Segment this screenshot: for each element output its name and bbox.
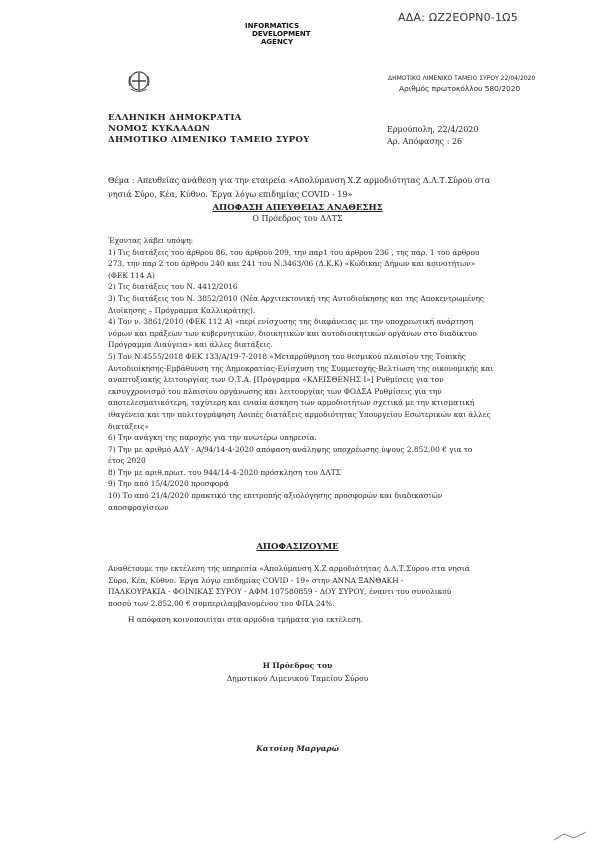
signature-role: Η Πρόεδρος του <box>262 661 333 670</box>
considering-line: νόμων και πράξεων των κυβερνητικών, διοικητικών και αυτοδιοικητικών οργάνων στο διαδίκτυο <box>108 328 477 338</box>
considering-line: Πρόγραμμα Διαύγεια» και άλλες διατάξεις. <box>108 340 273 350</box>
informatics-logo: INFORMATICS DEVELOPMENT AGENCY <box>245 22 311 46</box>
decision-line: ποσού των 2.852,00 € συμπεριλαμβανομένου του ΦΠΑ 24%. <box>108 598 335 608</box>
considering-line: 2) Τις διατάξεις του Ν. 4412/2016 <box>108 282 238 292</box>
considering-line: διατάξεις» <box>108 421 149 431</box>
considering-line: 6) Την ανάγκη της παροχής για την ανωτέρω υπηρεσία. <box>108 433 317 443</box>
considering-line: 10) Το από 21/4/2020 πρακτικό της επιτροπής αξιολόγησης προσφορών και διαδικασιών <box>108 491 443 501</box>
place-date: Ερμούπολη, 22/4/2020 <box>387 125 479 134</box>
signature-organization: Δημοτικού Λιμενικού Ταμείου Σύρου <box>226 674 369 683</box>
considering-intro: Έχοντας λάβει υπόψη: <box>108 236 194 245</box>
considering-line: 4) Τον ν. 3861/2010 (ΦΕΚ 112 Α) «περί ενίσχυσης της διαφάνειας με την υποχρεωτική ανάρτηση <box>108 317 474 327</box>
header-republic: ΕΛΛΗΝΙΚΗ ΔΗΜΟΚΡΑΤΙΑ <box>108 113 242 123</box>
decision-line: Σύρο, Κέα, Κύθνο. Έργα λόγω επιδημίας COVID - 19» στην ΑΝΝΑ ΞΑΝΘΑΚΗ - <box>108 575 404 585</box>
decision-number: Αρ. Απόφασης : 26 <box>387 137 463 146</box>
considering-line: 9) Την από 15/4/2020 προσφορά <box>108 479 229 489</box>
considering-line: 5) Τον Ν.4555/2018 ΦΕΚ 133/Α/19-7-2018 «Μεταρρύθμιση του θεσμικού πλαισίου της Τοπικής <box>108 351 466 361</box>
considering-line: Διοίκησης – Πρόγραμμα Καλλικράτης). <box>108 305 256 315</box>
considering-line: Αυτοδιοίκησης-Εμβάθυνση της Δημοκρατίας-Ενίσχυση της Συμμετοχής-Βελτίωση της οικονομικής και <box>108 363 494 373</box>
considering-line: ιθαγένεια και την πολιτογράφηση Λοιπές διατάξεις αρμοδιότητας Υπουργείου Εσωτερικών και άλλες <box>108 409 491 419</box>
considering-line: αναπτυξιακής λειτουργίας των Ο.Τ.Α. [Πρόγραμμα «ΚΛΕΙΣΘΕΝΗΣ Ι»] Ρυθμίσεις για τον <box>108 375 444 385</box>
considering-line: 8) Την με αριθ.πρωτ. του 944/14-4-2020 πρόσκληση του ΔΛΤΣ <box>108 467 341 477</box>
considering-line: 3) Τις διατάξεις του Ν. 3852/2010 (Νέα Αρχιτεκτονική της Αυτοδιοίκησης και της Αποκεντρωμένης <box>108 293 485 303</box>
considering-line: αποτελεσματικότερη, ταχύτερη και ενιαία άσκηση των αρμοδιοτήτων σχετικά με την κτισματική <box>108 398 475 408</box>
document-subtitle: Ο Πρόεδρος του ΔΛΤΣ <box>252 214 343 223</box>
document-title: ΑΠΟΦΑΣΗ ΑΠΕΥΘΕΙΑΣ ΑΝΑΘΕΣΗΣ <box>212 203 383 213</box>
execution-note: Η απόφαση κοινοποιείται στα αρμόδια τμήματα για εκτέλεση. <box>128 615 363 624</box>
greek-emblem-icon <box>127 68 151 94</box>
considering-line: 1) Τις διατάξεις του άρθρου 86, του άρθρου 209, την παρ1 του άρθρου 236 , της παρ. 1 του άρθρου <box>108 247 480 257</box>
considering-line: εκσυγχρονισμό του πλαισίου οργάνωσης και λειτουργίας των ΦΟΔΣΑ Ρυθμίσεις για την <box>108 386 442 396</box>
signatory-name: Κατσίνη Μαργαρώ <box>256 744 339 753</box>
considering-line: 7) Την με αριθμό ΑΔΥ - Α/94/14-4-2020 απόφαση ανάληψης υποχρέωσης ύψους 2.852,00 € για το <box>108 444 473 454</box>
header-organization: ΔΗΜΟΤΙΚΟ ΛΙΜΕΝΙΚΟ ΤΑΜΕΙΟ ΣΥΡΟΥ <box>108 135 310 145</box>
subject: Θέμα : Απευθείας ανάθεση για την εταιρεία «Απολύμανση Χ.Ζ αρμοδιότητας Δ.Λ.Τ.Σύρου στα νησιά Σύρο, Κέα, Κύθνο. Έργα λόγω επιδημίας COVID - 19» <box>108 176 491 199</box>
decision-heading: ΑΠΟΦΑΣΙΖΟΥΜΕ <box>256 542 339 552</box>
protocol-number: Αριθμός πρωτοκόλλου 580/2020 <box>399 84 521 93</box>
scan-mark-icon <box>552 830 588 842</box>
ada-code: ΑΔΑ: ΩΖ2ΕΟΡΝ0-1Ω5 <box>398 11 518 24</box>
decision-line: ΠΑΛΚΟΥΡΑΚΙΑ - ΦΟΙΝΙΚΑΣ ΣΥΡΟΥ - ΑΦΜ 107580859 - ΔΟΥ ΣΥΡΟΥ, έναντι του συνολικού <box>108 587 452 597</box>
considering-line: 273, την παρ 2 του άρθρου 240 και 241 του Ν.3463/06 (Δ.Κ.Κ) «Κώδικας Δήμων και κοινοτήτων» <box>108 259 476 269</box>
considering-line: αποσφραγίσεων <box>108 502 169 512</box>
considering-line: έτος 2020 <box>108 456 146 466</box>
considering-line: (ΦΕΚ 114 Α) <box>108 270 155 280</box>
header-prefecture: ΝΟΜΟΣ ΚΥΚΛΑΔΩΝ <box>108 124 211 134</box>
decision-section <box>108 563 501 609</box>
considering-section <box>108 235 501 513</box>
protocol-stamp: ΔΗΜΟΤΙΚΟ ΛΙΜΕΝΙΚΟ ΤΑΜΕΙΟ ΣΥΡΟΥ 22/04/2020 <box>388 75 536 82</box>
decision-line: Αναθέτουμε την εκτέλεση της υπηρεσία «Απολύμανση Χ.Ζ αρμοδιότητας Δ.Λ.Τ.Σύρου στα νησιά <box>108 564 470 573</box>
